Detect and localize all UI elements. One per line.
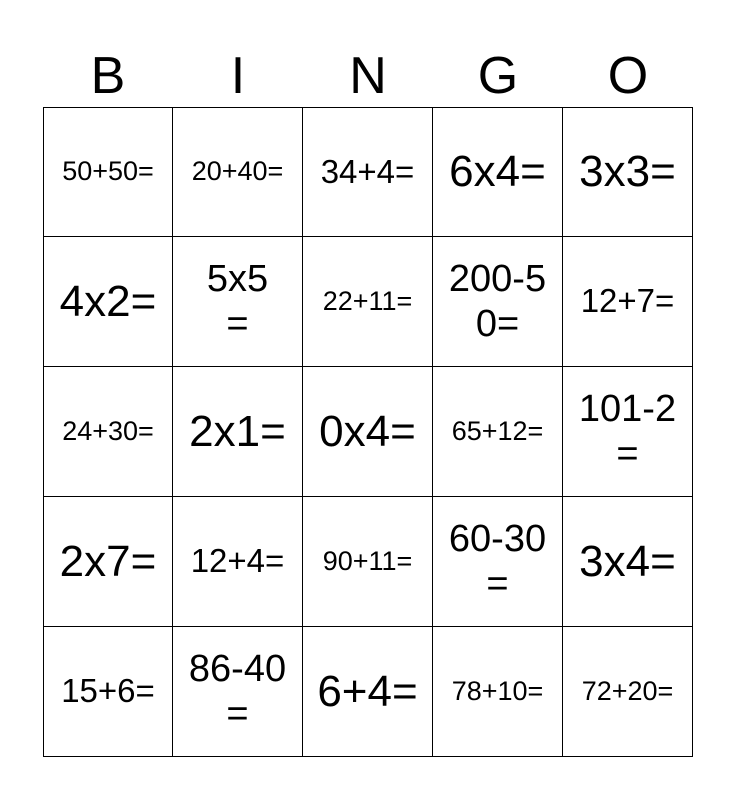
bingo-cell[interactable] bbox=[43, 107, 173, 237]
cell-text: 34+4= bbox=[320, 152, 415, 190]
cell-text: 6+4= bbox=[317, 666, 418, 716]
header-letter-b: B bbox=[90, 47, 126, 105]
cell-text: 12+4= bbox=[190, 542, 285, 580]
cell-text: 86-40= bbox=[188, 647, 287, 735]
cell-text: 2x7= bbox=[59, 536, 157, 586]
bingo-cell[interactable] bbox=[43, 237, 173, 367]
bingo-cell[interactable] bbox=[433, 497, 563, 627]
bingo-cell[interactable] bbox=[433, 367, 563, 497]
bingo-cell[interactable] bbox=[303, 497, 433, 627]
cell-text: 20+40= bbox=[191, 156, 284, 187]
cell-text: 101-2= bbox=[578, 387, 677, 475]
cell-text: 24+30= bbox=[62, 415, 154, 446]
bingo-cell[interactable] bbox=[43, 367, 173, 497]
bingo-cell[interactable] bbox=[43, 497, 173, 627]
cell-text: 78+10= bbox=[451, 675, 544, 706]
bingo-header bbox=[43, 45, 693, 107]
bingo-cell[interactable] bbox=[563, 497, 693, 627]
header-letter-g: G bbox=[477, 47, 519, 105]
bingo-board bbox=[43, 107, 693, 757]
header-letter-n: N bbox=[349, 47, 387, 105]
cell-text: 22+11= bbox=[322, 285, 413, 316]
cell-text: 5x5 = bbox=[206, 257, 269, 345]
bingo-cell[interactable] bbox=[43, 627, 173, 757]
bingo-cell[interactable] bbox=[303, 627, 433, 757]
cell-text: 50+50= bbox=[62, 156, 154, 187]
bingo-cell[interactable] bbox=[173, 497, 303, 627]
bingo-cell[interactable] bbox=[563, 367, 693, 497]
cell-text: 2x1= bbox=[189, 406, 286, 456]
cell-text: 72+20= bbox=[581, 675, 674, 706]
bingo-cell[interactable] bbox=[433, 627, 563, 757]
bingo-cell[interactable] bbox=[303, 367, 433, 497]
cell-text: 12+7= bbox=[580, 282, 675, 320]
cell-text: 65+12= bbox=[451, 415, 544, 446]
bingo-cell[interactable] bbox=[563, 237, 693, 367]
cell-text: 3x4= bbox=[579, 536, 676, 586]
bingo-cell[interactable] bbox=[563, 627, 693, 757]
bingo-cell[interactable] bbox=[173, 627, 303, 757]
cell-text: 90+11= bbox=[322, 545, 413, 576]
cell-text: 3x3= bbox=[579, 147, 676, 197]
header-letter-i: I bbox=[230, 47, 246, 105]
cell-text: 15+6= bbox=[61, 672, 155, 710]
cell-text: 60-30= bbox=[448, 517, 547, 605]
bingo-cell[interactable] bbox=[303, 237, 433, 367]
cell-text: 6x4= bbox=[449, 147, 546, 197]
bingo-cell[interactable] bbox=[173, 367, 303, 497]
bingo-cell[interactable] bbox=[303, 107, 433, 237]
bingo-cell[interactable] bbox=[173, 107, 303, 237]
cell-text: 0x4= bbox=[319, 406, 416, 456]
bingo-cell[interactable] bbox=[433, 107, 563, 237]
header-letter-o: O bbox=[607, 47, 649, 105]
cell-text: 200-50= bbox=[448, 257, 547, 345]
cell-text: 4x2= bbox=[59, 276, 157, 326]
bingo-cell[interactable] bbox=[433, 237, 563, 367]
bingo-cell[interactable] bbox=[563, 107, 693, 237]
bingo-cell[interactable] bbox=[173, 237, 303, 367]
